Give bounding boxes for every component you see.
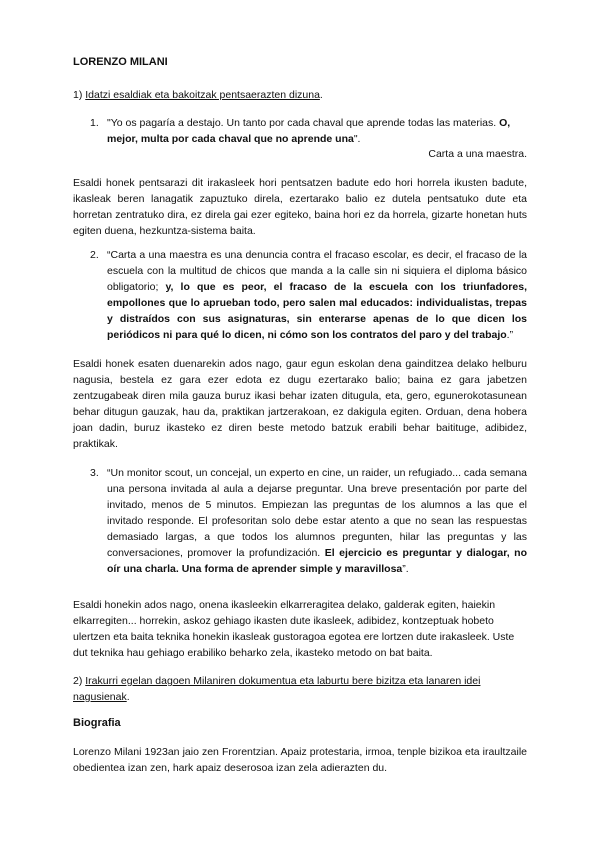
- question-2: [73, 673, 529, 705]
- quote-1-plain: "Yo os pagaría a destajo. Un tanto por cada chaval que aprende todas las materias.: [107, 117, 500, 129]
- quote-1-bold: O, mejor, multa por cada chaval que no aprende una: [107, 117, 511, 145]
- question-1-prefix: 1): [73, 89, 86, 101]
- quote-2-after: .”: [506, 329, 514, 341]
- biography-heading: Biografia: [73, 717, 121, 729]
- quote-2-plain: “Carta a una maestra es una denuncia contra el fracaso escolar, es decir, el fracaso de la escuela con la multitud de chicos que manda a la calle sin ni siquiera el diploma básico obligatorio;: [107, 249, 527, 293]
- quote-1: [107, 115, 527, 147]
- quote-1-after: ".: [353, 133, 361, 145]
- quote-3-number: 3.: [90, 467, 99, 479]
- comment-1: Esaldi honek pentsarazi dit irakasleek hori pentsatzen badute edo hori horrela ikusten badute, ikasleak beren lanagatik zapuztuko direla, ezertarako balio ez dutela pentsatuko dute eta horretan zentratuko dira, ez direla gai ezer egiteko, baina hori ez da horrela, gizarte honetan huts egiten duena, hezkuntza-sistema baita.: [73, 177, 527, 237]
- question-1-suffix: .: [319, 89, 323, 101]
- question-2-text: Irakurri egelan dagoen Milaniren dokumentua eta laburtu bere bizitza eta lanaren idei nagusienak: [73, 675, 481, 703]
- quote-2-number: 2.: [90, 249, 99, 261]
- question-1-text: Idatzi esaldiak eta bakoitzak pentsaerazten dizuna: [85, 89, 320, 101]
- question-1: [73, 87, 323, 103]
- quote-2-bold: y, lo que es peor, el fracaso de la escuela con los triunfadores, empollones que lo aprueban todo, pero salen mal educados: individualistas, trepas y distraídos con sus asignaturas, sin enterarse apenas de lo que dicen los periódicos ni para qué lo dicen, ni cómo son los contratos del paro y del trabajo: [107, 281, 527, 341]
- document-title: LORENZO MILANI: [73, 56, 168, 68]
- quote-3-after: ”.: [402, 563, 409, 575]
- comment-3: Esaldi honekin ados nago, onena ikasleekin elkarreragitea delako, galderak egiten, haiekin elkarregiten... horrekin, askoz gehiago ikasten dute ikasleek, adibidez, kontzeptuak hobeto ulertzen eta baita teknika honekin ikasleak gustoragoa egotea ere lortzen dute irakasleek. Uste dut teknika hau gehiago erabiliko beharko zela, ikasteko metodo on bat baita.: [73, 599, 515, 659]
- quote-1-number: 1.: [90, 117, 99, 129]
- quote-3-bold: El ejercicio es preguntar y dialogar, no oír una charla. Una forma de aprender simple y maravillosa: [107, 547, 527, 575]
- quote-2: [107, 247, 527, 343]
- question-2-suffix: .: [126, 691, 130, 703]
- comment-2: Esaldi honek esaten duenarekin ados nago, gaur egun eskolan dena gainditzea delako helburu nagusia, bestela ez gara ezer edota ez dugu ezertarako balio; baina ez gara jabetzen zentzugabeak diren mila gauza buruz ikasi behar izaten ditugula, eta, gero, egunerokotasunean behar ditugun gauzak, hau da, praktikan jartzerakoan, ez dakigula egiten. Orduan, dena hobera joan dadin, buruz ikasteko ez diren beste metodo batzuk erabili behar baitituge, adibidez, praktikak.: [73, 358, 527, 450]
- quote-3: [107, 465, 527, 577]
- biography-text: Lorenzo Milani 1923an jaio zen Frorentzian. Apaiz protestaria, irmoa, tenple bizikoa eta iraultzaile obedientea izan zen, hark apaiz deserosoa izan zela adierazten du.: [73, 746, 527, 774]
- quote-1-source: Carta a una maestra.: [428, 148, 527, 160]
- question-2-prefix: 2): [73, 675, 86, 687]
- quote-3-plain: “Un monitor scout, un concejal, un experto en cine, un raider, un refugiado... cada semana una persona invitada al aula a dejarse preguntar. Una breve presentación por parte del invitado, menos de 5 minutos. Empiezan las preguntas de los alumnos a las que el invitado responde. El profesoritan solo debe estar atento a que no sean las respuestas demasiado largas, a que todos los alumnos pregunten, hilar las preguntas y las conversaciones, promover la profundización.: [107, 467, 527, 559]
